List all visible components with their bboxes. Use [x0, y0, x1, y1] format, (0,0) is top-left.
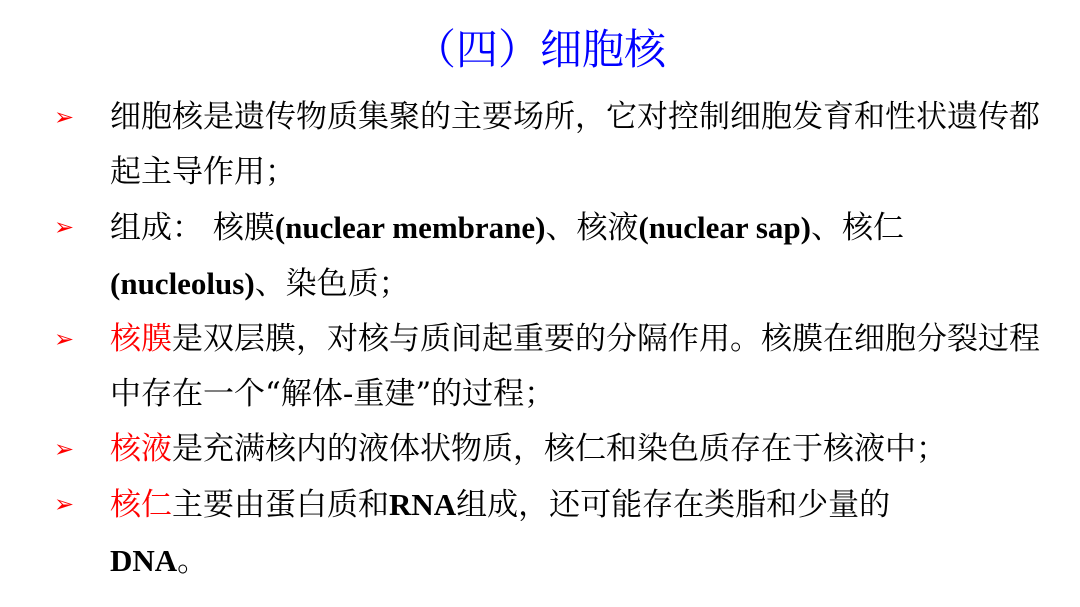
bullet-text: 是充满核内的液体状物质，核仁和染色质存在于核液中； — [172, 431, 947, 467]
bullet-list — [0, 90, 1080, 589]
bullet-text: 。 — [177, 543, 209, 579]
bullet-text-mid: 、核液 — [545, 210, 639, 246]
term-english-nuclear-membrane: (nuclear membrane) — [274, 210, 546, 245]
bullet-text: 主要由蛋白质和 — [172, 487, 389, 523]
term-english-rna: RNA — [389, 487, 457, 522]
term-english-dna: DNA — [110, 543, 178, 578]
arrow-bullet-icon: ➢ — [54, 325, 75, 353]
slide-title: （四）细胞核 — [413, 25, 666, 74]
arrow-bullet-icon: ➢ — [54, 213, 75, 241]
bullet-nuclear-membrane — [0, 312, 1060, 422]
bullet-text-mid: 、核仁 — [811, 210, 904, 246]
bullet-text: 细胞核是遗传物质集聚的主要场所，它对控制细胞发育和性状遗传都起主导作用； — [110, 99, 1040, 190]
arrow-bullet-icon: ➢ — [54, 103, 75, 131]
bullet-text: 是双层膜，对核与质间起重要的分隔作用。核膜在细胞分裂过程中存在一个“解体-重建”的过程； — [110, 321, 1040, 412]
bullet-nucleolus — [0, 477, 1060, 589]
bullet-text: 组成，还可能存在类脂和少量的 — [456, 487, 891, 523]
bullet-text-prefix: 组成： 核膜 — [110, 210, 275, 246]
term-english-nuclear-sap: (nuclear sap) — [638, 210, 811, 245]
term-english-nucleolus: (nucleolus) — [110, 266, 255, 301]
bullet-nucleus-overview — [0, 90, 1060, 200]
bullet-nuclear-sap — [0, 422, 1060, 477]
arrow-bullet-icon: ➢ — [54, 490, 75, 518]
highlight-term: 核仁 — [110, 487, 172, 523]
bullet-composition — [0, 200, 1060, 312]
arrow-bullet-icon: ➢ — [54, 435, 75, 463]
bullet-text-suffix: 、染色质； — [254, 266, 410, 302]
highlight-term: 核液 — [110, 431, 172, 467]
highlight-term: 核膜 — [110, 321, 172, 357]
